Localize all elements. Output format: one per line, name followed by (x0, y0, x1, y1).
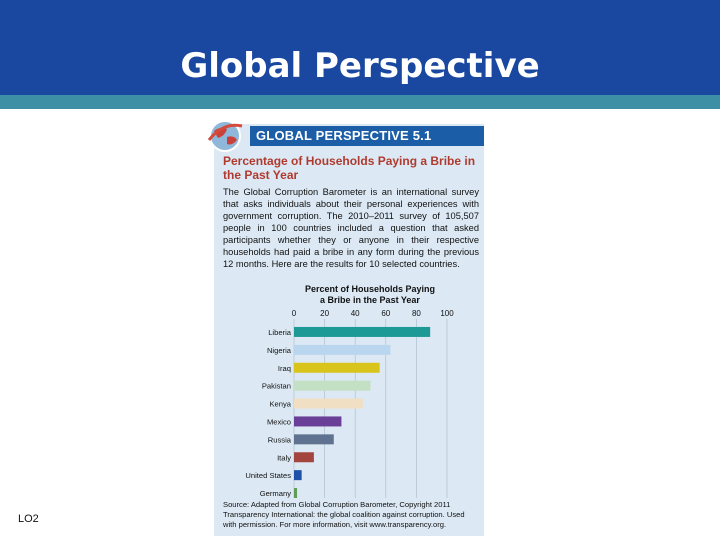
bar-russia (294, 434, 334, 444)
bar-pakistan (294, 381, 371, 391)
source-note: Source: Adapted from Global Corruption Barometer, Copyright 2011 Transparency International: the global coalition against corruption. Used with permission. For more information, visit www.transparency.org. (223, 500, 465, 529)
panel-subtitle: Percentage of Households Paying a Bribe in the Past Year (223, 154, 476, 182)
category-label: Liberia (268, 327, 291, 337)
category-label: Italy (277, 453, 291, 463)
bar-liberia (294, 327, 430, 337)
category-label: Kenya (269, 399, 291, 409)
panel-banner (250, 126, 484, 146)
category-label: Pakistan (261, 381, 291, 391)
x-tick-label: 60 (381, 309, 391, 318)
bar-mexico (294, 416, 341, 426)
learning-objective-code: LO2 (18, 513, 39, 525)
category-label: Germany (259, 489, 291, 498)
bar-united-states (294, 470, 302, 480)
x-tick-label: 80 (411, 309, 421, 318)
bar-italy (294, 452, 314, 462)
category-label: Russia (267, 435, 291, 445)
bar-iraq (294, 363, 380, 373)
bar-nigeria (294, 345, 390, 355)
x-tick-label: 20 (320, 309, 330, 318)
category-label: Iraq (277, 363, 291, 373)
category-label: United States (245, 471, 291, 481)
bribe-bar-chart (214, 280, 484, 498)
header-stripe (0, 95, 720, 109)
x-tick-label: 0 (291, 309, 297, 318)
panel-banner-label: GLOBAL PERSPECTIVE 5.1 (256, 128, 432, 143)
bar-germany (294, 488, 297, 498)
category-label: Mexico (266, 417, 291, 427)
panel-body: The Global Corruption Barometer is an international survey that asks individuals about their personal experiences with government corruption. The 2010–2011 survey of 105,507 people in 100 countries included a question that asked participants whether they or anyone in their respective households had paid a bribe in any form during the previous 12 months. Here are the results for 10 selected countries. (223, 187, 479, 269)
x-tick-label: 100 (440, 309, 454, 318)
x-tick-label: 40 (350, 309, 360, 318)
chart-title-line-2: a Bribe in the Past Year (320, 295, 420, 305)
globe-icon (205, 114, 245, 154)
slide-title: Global Perspective (180, 46, 540, 86)
category-label: Nigeria (266, 345, 291, 355)
chart-title-line-1: Percent of Households Paying (304, 284, 436, 294)
bar-kenya (294, 399, 363, 409)
